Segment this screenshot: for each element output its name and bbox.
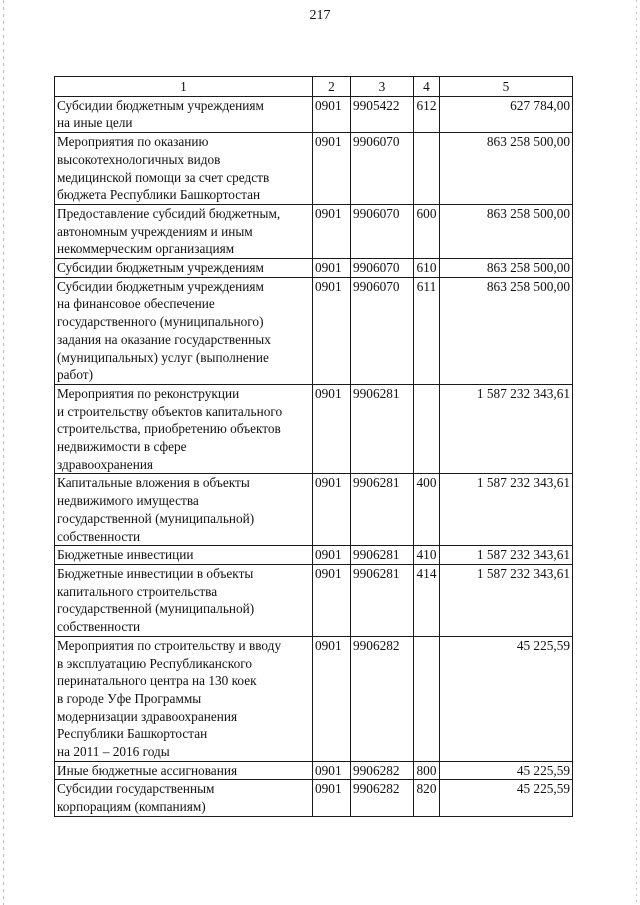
expense-name-cell — [55, 546, 313, 565]
expense-name-cell — [55, 474, 313, 546]
expense-type-cell: 600 — [414, 204, 440, 258]
expense-type-cell — [414, 384, 440, 474]
section-code-cell: 0901 — [313, 259, 351, 278]
expense-type-cell — [414, 636, 440, 761]
expense-name-cell — [55, 780, 313, 816]
expense-name-line: государственной (муниципальной) — [57, 510, 255, 526]
header-col-3: 3 — [351, 77, 414, 97]
expense-type-cell — [414, 133, 440, 205]
expense-name-line: в городе Уфе Программы — [57, 690, 202, 706]
expense-name-line: (муниципальных) услуг (выполнение — [57, 349, 269, 365]
expense-type-cell: 800 — [414, 761, 440, 780]
expense-type-cell: 612 — [414, 96, 440, 132]
expense-name-line: на иные цели — [57, 115, 133, 131]
expense-type-cell: 610 — [414, 259, 440, 278]
amount-cell: 45 225,59 — [440, 636, 573, 761]
target-code-cell: 9906282 — [351, 780, 414, 816]
expense-type-cell: 414 — [414, 564, 440, 636]
expense-type-cell: 820 — [414, 780, 440, 816]
amount-cell: 1 587 232 343,61 — [440, 564, 573, 636]
target-code-cell: 9906281 — [351, 546, 414, 565]
expense-name-line: Мероприятия по строительству и вводу — [57, 637, 282, 653]
expense-name-cell — [55, 96, 313, 132]
table-row — [55, 780, 573, 816]
expense-name-line: Иные бюджетные ассигнования — [57, 762, 238, 778]
amount-cell: 863 258 500,00 — [440, 277, 573, 384]
table-row — [55, 761, 573, 780]
table-row — [55, 564, 573, 636]
expense-name-cell — [55, 761, 313, 780]
expense-name-line: автономным учреждениям и иным — [57, 223, 253, 239]
table-row — [55, 277, 573, 384]
expense-name-line: бюджета Республики Башкортостан — [57, 187, 261, 203]
expense-name-line: государственной (муниципальной) — [57, 601, 255, 617]
expense-name-line: и строительству объектов капитального — [57, 403, 283, 419]
expense-name-line: Субсидии бюджетным учреждениям — [57, 278, 264, 294]
section-code-cell: 0901 — [313, 96, 351, 132]
section-code-cell: 0901 — [313, 204, 351, 258]
expense-name-line: медицинской помощи за счет средств — [57, 169, 270, 185]
table-row — [55, 96, 573, 132]
expense-name-line: Республики Башкортостан — [57, 726, 208, 742]
header-row — [55, 77, 573, 97]
scan-edge-right — [636, 0, 637, 905]
section-code-cell: 0901 — [313, 564, 351, 636]
table-row — [55, 259, 573, 278]
expense-name-cell — [55, 133, 313, 205]
table-row — [55, 384, 573, 474]
table-row — [55, 636, 573, 761]
expense-name-line: Субсидии бюджетным учреждениям — [57, 260, 264, 276]
table-body — [55, 96, 573, 816]
section-code-cell: 0901 — [313, 277, 351, 384]
expense-name-line: некоммерческим организациям — [57, 241, 235, 257]
expense-name-line: здравоохранения — [57, 456, 154, 472]
section-code-cell: 0901 — [313, 133, 351, 205]
target-code-cell: 9906282 — [351, 636, 414, 761]
expense-name-line: задания на оказание государственных — [57, 331, 271, 347]
budget-table — [54, 76, 573, 817]
expense-name-line: государственного (муниципального) — [57, 314, 264, 330]
header-col-5: 5 — [440, 77, 573, 97]
expense-name-line: недвижимого имущества — [57, 493, 199, 509]
expense-type-cell: 611 — [414, 277, 440, 384]
amount-cell: 1 587 232 343,61 — [440, 384, 573, 474]
table-row — [55, 133, 573, 205]
section-code-cell: 0901 — [313, 636, 351, 761]
section-code-cell: 0901 — [313, 474, 351, 546]
target-code-cell: 9905422 — [351, 96, 414, 132]
expense-name-cell — [55, 259, 313, 278]
expense-name-line: Субсидии бюджетным учреждениям — [57, 97, 264, 113]
amount-cell: 45 225,59 — [440, 761, 573, 780]
section-code-cell: 0901 — [313, 384, 351, 474]
expense-name-cell — [55, 204, 313, 258]
target-code-cell: 9906282 — [351, 761, 414, 780]
expense-name-line: собственности — [57, 528, 141, 544]
expense-type-cell: 400 — [414, 474, 440, 546]
expense-name-line: в эксплуатацию Республиканского — [57, 655, 252, 671]
table-row — [55, 204, 573, 258]
expense-type-cell: 410 — [414, 546, 440, 565]
section-code-cell: 0901 — [313, 761, 351, 780]
amount-cell: 45 225,59 — [440, 780, 573, 816]
expense-name-cell — [55, 277, 313, 384]
expense-name-line: корпорациям (компаниям) — [57, 799, 206, 815]
table-row — [55, 474, 573, 546]
expense-name-line: работ) — [57, 367, 94, 383]
expense-name-line: на финансовое обеспечение — [57, 296, 215, 312]
section-code-cell: 0901 — [313, 546, 351, 565]
expense-name-line: модернизации здравоохранения — [57, 708, 238, 724]
expense-name-line: Субсидии государственным — [57, 781, 215, 797]
header-col-4: 4 — [414, 77, 440, 97]
amount-cell: 863 258 500,00 — [440, 259, 573, 278]
target-code-cell: 9906070 — [351, 133, 414, 205]
target-code-cell: 9906070 — [351, 277, 414, 384]
expense-name-line: Бюджетные инвестиции — [57, 547, 194, 563]
amount-cell: 627 784,00 — [440, 96, 573, 132]
target-code-cell: 9906281 — [351, 384, 414, 474]
expense-name-line: Мероприятия по оказанию — [57, 134, 209, 150]
expense-name-line: недвижимости в сфере — [57, 439, 187, 455]
section-code-cell: 0901 — [313, 780, 351, 816]
amount-cell: 863 258 500,00 — [440, 133, 573, 205]
amount-cell: 1 587 232 343,61 — [440, 474, 573, 546]
expense-name-line: собственности — [57, 619, 141, 635]
expense-name-line: на 2011 – 2016 годы — [57, 744, 170, 760]
expense-name-line: Мероприятия по реконструкции — [57, 385, 240, 401]
scan-edge-left — [3, 0, 4, 905]
target-code-cell: 9906281 — [351, 564, 414, 636]
amount-cell: 1 587 232 343,61 — [440, 546, 573, 565]
target-code-cell: 9906070 — [351, 259, 414, 278]
header-col-1: 1 — [55, 77, 313, 97]
expense-name-line: капитального строительства — [57, 583, 218, 599]
expense-name-cell — [55, 564, 313, 636]
expense-name-line: перинатального центра на 130 коек — [57, 673, 257, 689]
expense-name-line: высокотехнологичных видов — [57, 151, 221, 167]
table-row — [55, 546, 573, 565]
header-col-2: 2 — [313, 77, 351, 97]
expense-name-cell — [55, 384, 313, 474]
expense-name-line: Бюджетные инвестиции в объекты — [57, 565, 254, 581]
target-code-cell: 9906281 — [351, 474, 414, 546]
expense-name-line: Предоставление субсидий бюджетным, — [57, 205, 281, 221]
target-code-cell: 9906070 — [351, 204, 414, 258]
page-number: 217 — [309, 8, 331, 23]
expense-name-line: строительства, приобретению объектов — [57, 421, 281, 437]
expense-name-cell — [55, 636, 313, 761]
amount-cell: 863 258 500,00 — [440, 204, 573, 258]
expense-name-line: Капитальные вложения в объекты — [57, 475, 250, 491]
